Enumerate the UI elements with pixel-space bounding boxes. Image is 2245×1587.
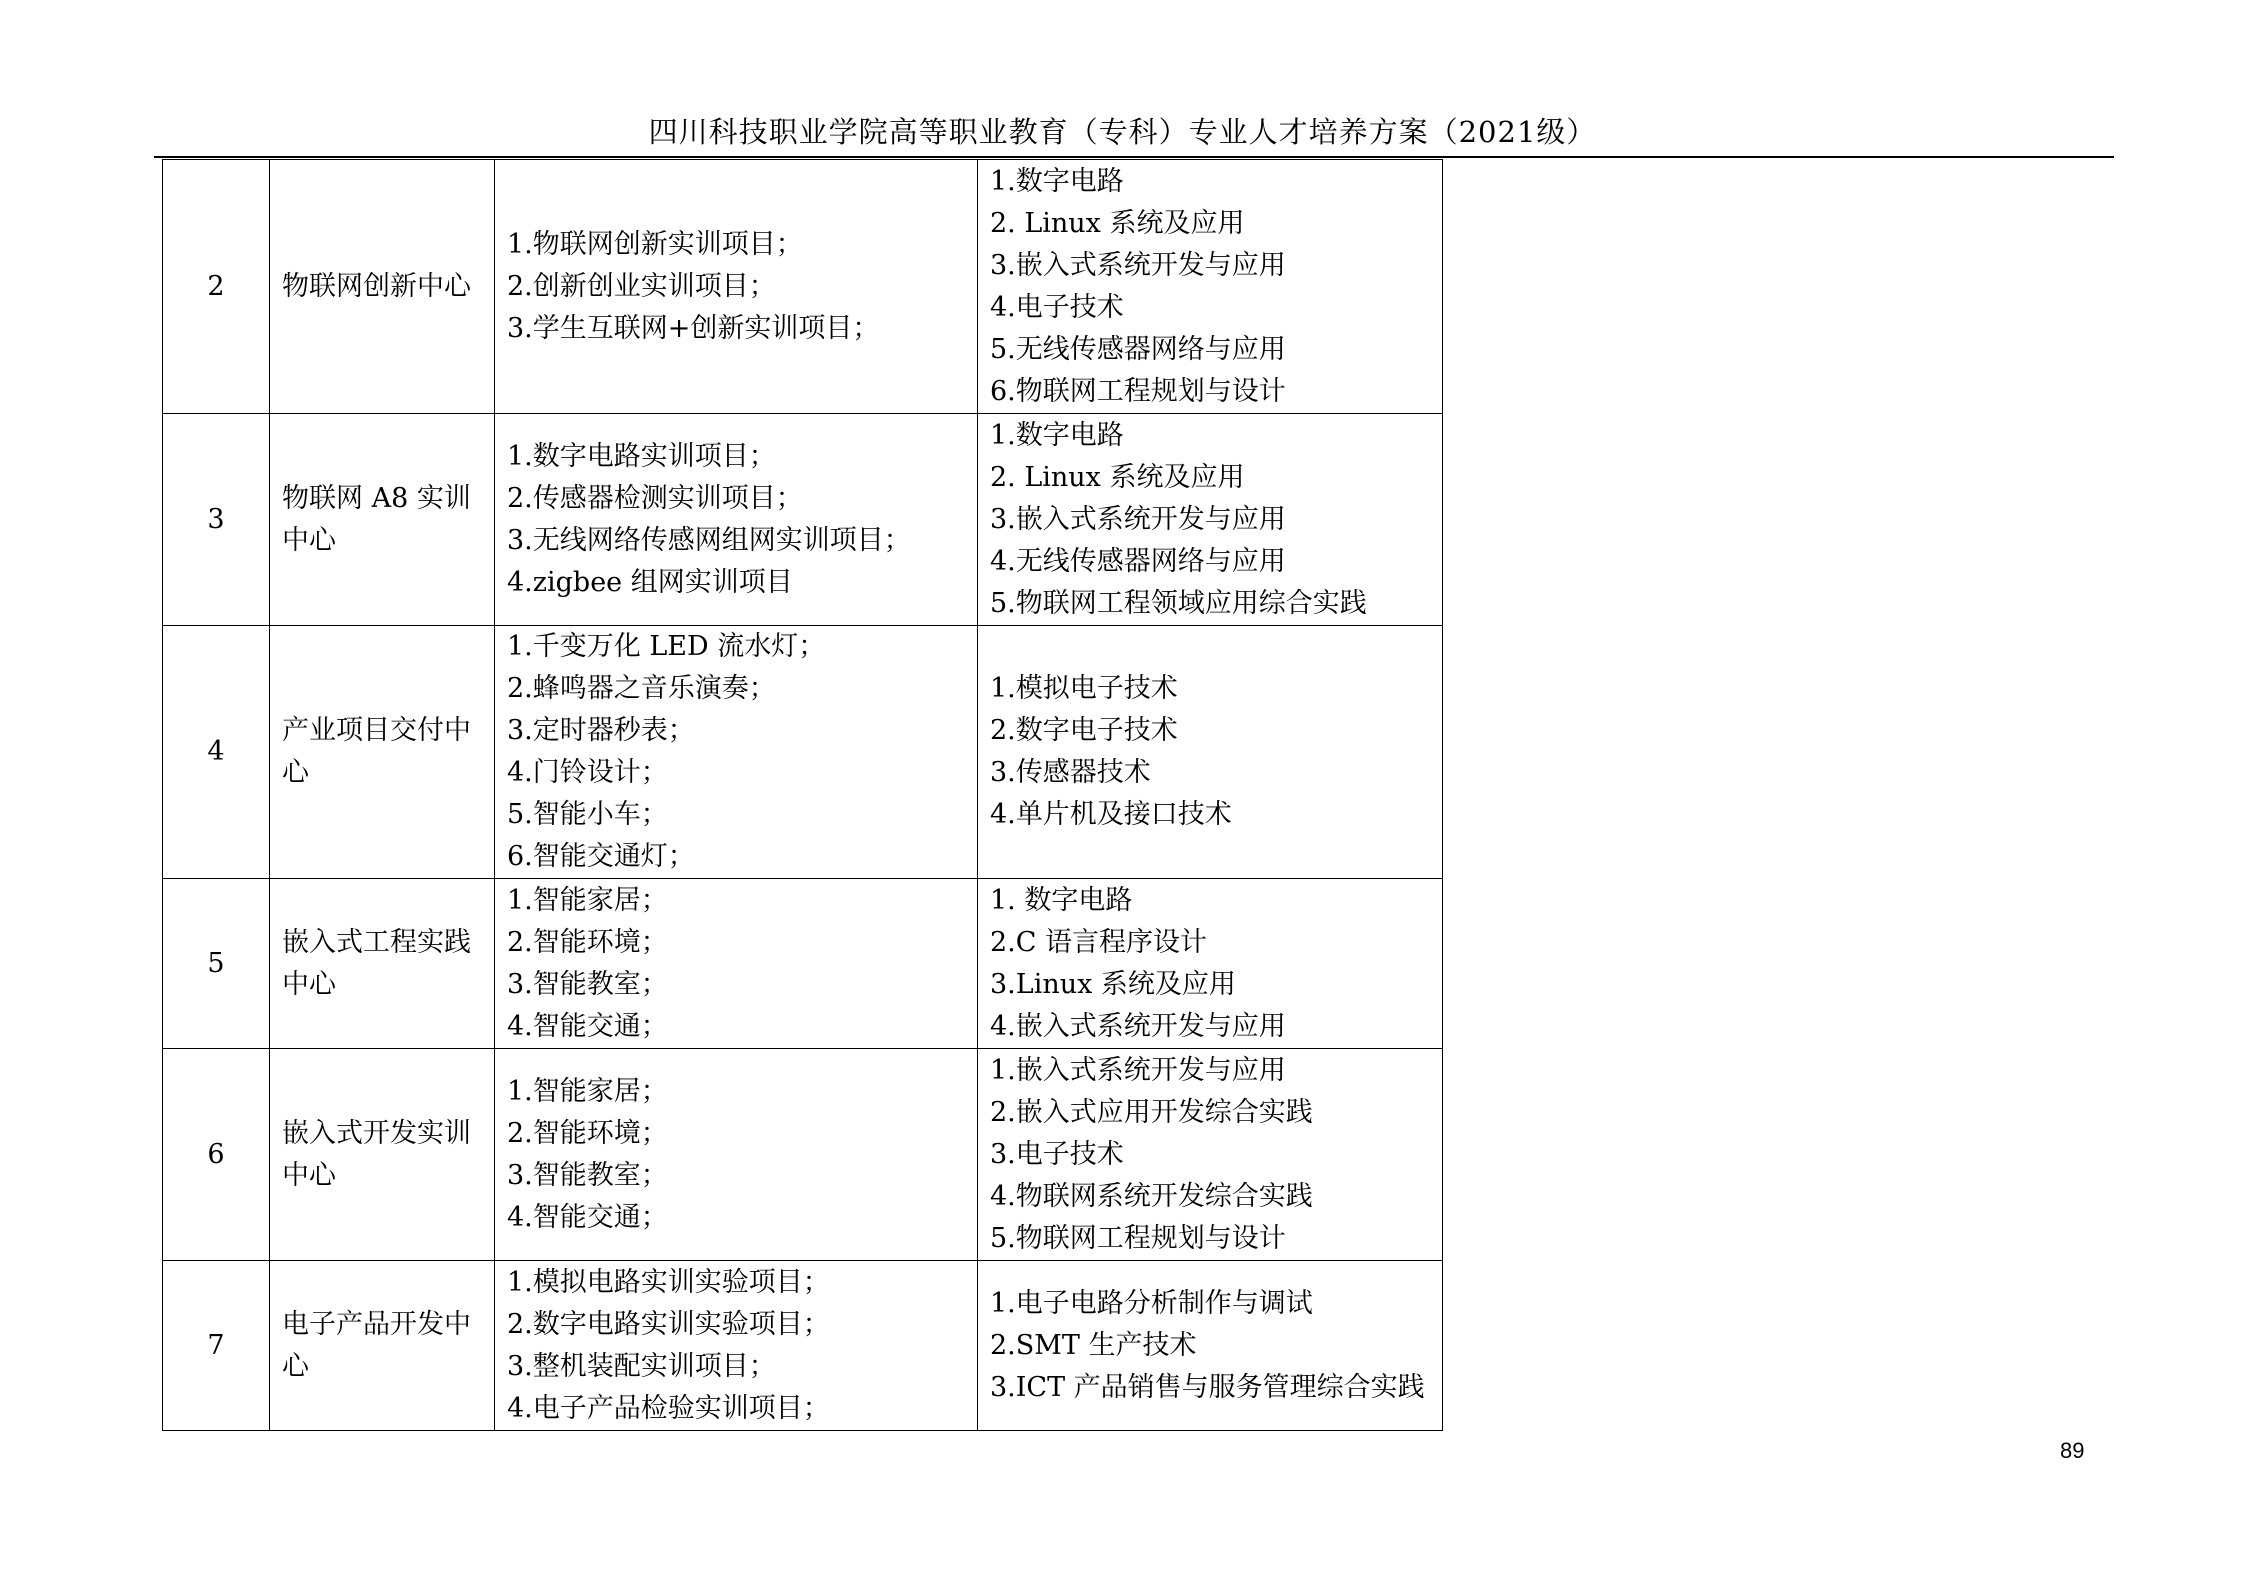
courses-cell xyxy=(978,414,1443,626)
training-item: 2.传感器检测实训项目； xyxy=(507,482,803,514)
course-item: 3.嵌入式系统开发与应用 xyxy=(990,249,1286,281)
course-item: 2. Linux 系统及应用 xyxy=(990,207,1245,239)
center-name: 嵌入式开发实训中心 xyxy=(270,1049,495,1261)
course-item: 3.ICT 产品销售与服务管理综合实践 xyxy=(990,1371,1425,1403)
training-items-cell xyxy=(495,626,978,879)
course-item: 1.模拟电子技术 xyxy=(990,673,1178,704)
course-item: 4.单片机及接口技术 xyxy=(990,799,1232,830)
training-items-cell xyxy=(495,414,978,626)
courses-cell xyxy=(978,160,1443,414)
training-item: 1.千变万化 LED 流水灯； xyxy=(507,631,826,662)
course-item: 1.数字电路 xyxy=(990,419,1124,451)
row-number: 7 xyxy=(163,1261,270,1431)
course-item: 4.电子技术 xyxy=(990,291,1124,323)
course-item: 5.无线传感器网络与应用 xyxy=(990,333,1286,365)
training-item: 3.无线网络传感网组网实训项目； xyxy=(507,524,911,556)
training-item: 1.数字电路实训项目； xyxy=(507,440,776,472)
course-item: 5.物联网工程领域应用综合实践 xyxy=(990,587,1367,619)
training-item: 1.模拟电路实训实验项目； xyxy=(507,1266,830,1298)
center-name: 电子产品开发中心 xyxy=(270,1261,495,1431)
training-item: 3.学生互联网+创新实训项目； xyxy=(507,312,880,344)
courses-cell xyxy=(978,1049,1443,1261)
courses-cell xyxy=(978,1261,1443,1431)
table-row xyxy=(163,626,1443,879)
course-item: 3.电子技术 xyxy=(990,1138,1124,1170)
row-number: 2 xyxy=(163,160,270,414)
training-center-table xyxy=(162,159,1443,1431)
training-items-cell xyxy=(495,1261,978,1431)
course-item: 1.嵌入式系统开发与应用 xyxy=(990,1054,1286,1086)
course-item: 4.物联网系统开发综合实践 xyxy=(990,1180,1313,1212)
training-items-cell xyxy=(495,879,978,1049)
page-number: 89 xyxy=(2060,1438,2085,1463)
row-number: 6 xyxy=(163,1049,270,1261)
table-row xyxy=(163,879,1443,1049)
training-items-cell xyxy=(495,1049,978,1261)
course-item: 1.电子电路分析制作与调试 xyxy=(990,1287,1313,1319)
center-name: 物联网 A8 实训中心 xyxy=(270,414,495,626)
course-item: 6.物联网工程规划与设计 xyxy=(990,375,1286,407)
courses-cell xyxy=(978,626,1443,879)
training-item: 3.智能教室； xyxy=(507,1159,668,1191)
course-item: 2. Linux 系统及应用 xyxy=(990,461,1245,493)
course-item: 3.传感器技术 xyxy=(990,757,1151,788)
training-item: 2.数字电路实训实验项目； xyxy=(507,1308,830,1340)
table-row xyxy=(163,160,1443,414)
course-item: 5.物联网工程规划与设计 xyxy=(990,1222,1286,1254)
course-item: 2.C 语言程序设计 xyxy=(990,926,1208,958)
training-item: 3.定时器秒表； xyxy=(507,715,695,746)
course-item: 4.嵌入式系统开发与应用 xyxy=(990,1010,1286,1042)
training-item: 2.蜂鸣器之音乐演奏； xyxy=(507,673,776,704)
course-item: 3.嵌入式系统开发与应用 xyxy=(990,503,1286,535)
training-item: 3.智能教室； xyxy=(507,968,668,1000)
page-header-title: 四川科技职业学院高等职业教育（专科）专业人才培养方案（2021级） xyxy=(648,115,1597,149)
center-name: 产业项目交付中心 xyxy=(270,626,495,879)
row-number: 3 xyxy=(163,414,270,626)
courses-cell xyxy=(978,879,1443,1049)
training-items-cell xyxy=(495,160,978,414)
row-number: 5 xyxy=(163,879,270,1049)
training-item: 4.智能交通； xyxy=(507,1201,668,1233)
table-row xyxy=(163,1049,1443,1261)
training-item: 5.智能小车； xyxy=(507,799,668,830)
training-item: 4.门铃设计； xyxy=(507,757,668,788)
course-item: 1. 数字电路 xyxy=(990,884,1133,916)
course-item: 2.数字电子技术 xyxy=(990,715,1178,746)
row-number: 4 xyxy=(163,626,270,879)
training-item: 2.智能环境； xyxy=(507,1117,668,1149)
center-name: 嵌入式工程实践中心 xyxy=(270,879,495,1049)
training-item: 4.电子产品检验实训项目； xyxy=(507,1392,830,1424)
training-item: 2.智能环境； xyxy=(507,926,668,958)
course-item: 2.SMT 生产技术 xyxy=(990,1329,1197,1361)
training-item: 1.智能家居； xyxy=(507,884,668,916)
course-item: 4.无线传感器网络与应用 xyxy=(990,545,1286,577)
course-item: 3.Linux 系统及应用 xyxy=(990,968,1236,1000)
course-item: 1.数字电路 xyxy=(990,165,1124,197)
training-item: 3.整机装配实训项目； xyxy=(507,1350,776,1382)
training-item: 6.智能交通灯； xyxy=(507,841,695,872)
course-item: 2.嵌入式应用开发综合实践 xyxy=(990,1096,1313,1128)
table-row xyxy=(163,414,1443,626)
training-item: 4.智能交通； xyxy=(507,1010,668,1042)
table-row xyxy=(163,1261,1443,1431)
training-item: 1.物联网创新实训项目； xyxy=(507,228,803,260)
header-divider xyxy=(154,156,2114,158)
training-item: 1.智能家居； xyxy=(507,1075,668,1107)
training-item: 4.zigbee 组网实训项目 xyxy=(507,566,793,598)
training-item: 2.创新创业实训项目； xyxy=(507,270,776,302)
center-name: 物联网创新中心 xyxy=(270,160,495,414)
